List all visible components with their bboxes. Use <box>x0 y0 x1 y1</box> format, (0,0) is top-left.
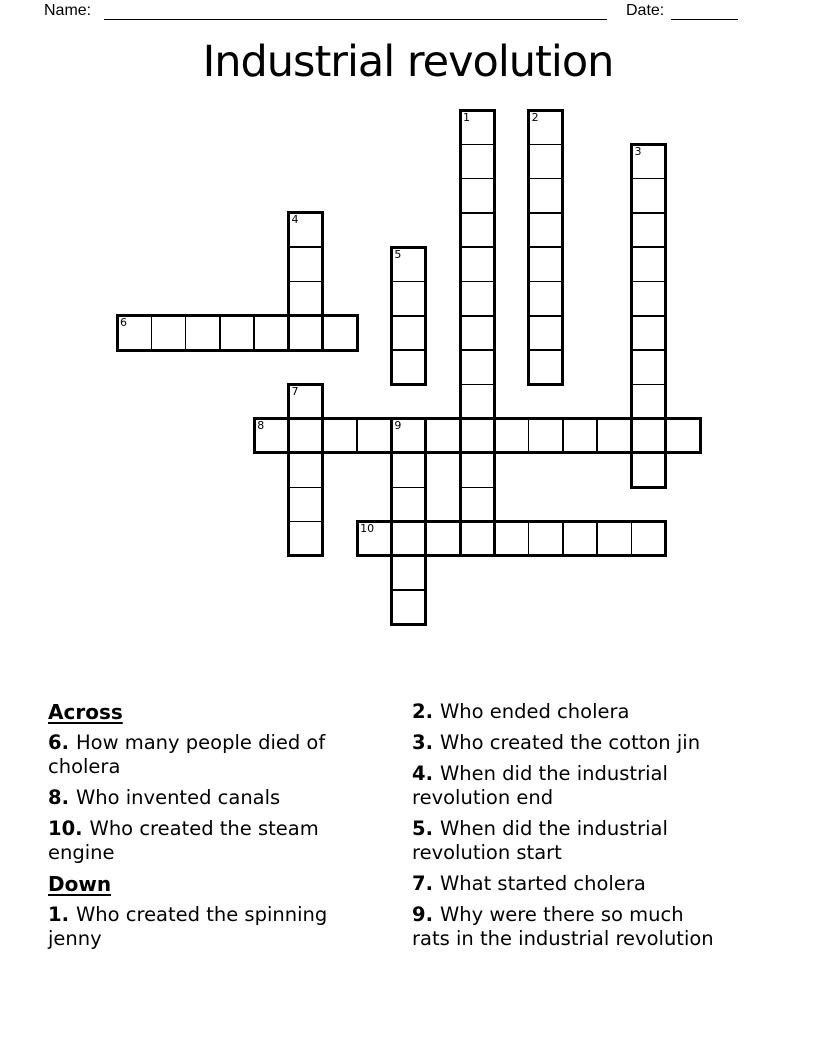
cell-divider <box>460 487 494 489</box>
cell-divider <box>391 452 425 454</box>
cell-divider <box>289 452 323 454</box>
cell-divider <box>460 144 494 146</box>
clue-down-2: 2. Who ended cholera <box>412 700 630 723</box>
cell-divider <box>356 419 358 453</box>
cell-number-6: 6 <box>120 316 127 330</box>
cell-divider <box>528 419 530 453</box>
cell-divider <box>529 315 563 317</box>
cell-divider <box>391 555 425 557</box>
cell-divider <box>494 419 496 453</box>
cell-divider <box>460 178 494 180</box>
cell-divider <box>460 521 494 523</box>
page-title: Industrial revolution <box>202 37 614 87</box>
cell-divider <box>631 419 633 453</box>
clue-across-10: 10. Who created the steam engine <box>48 817 319 864</box>
cell-divider <box>596 419 598 453</box>
cell-divider <box>391 281 425 283</box>
cell-divider <box>289 315 323 317</box>
cell-divider <box>529 178 563 180</box>
name-label: Name: <box>44 2 92 19</box>
cell-divider <box>322 419 324 453</box>
cell-divider <box>529 246 563 248</box>
word-10-across[interactable] <box>356 520 668 557</box>
down-heading: Down <box>48 872 112 896</box>
cell-number-7: 7 <box>291 384 299 398</box>
cell-divider <box>391 589 425 591</box>
clue-across-6: 6. How many people died of cholera <box>48 731 326 778</box>
cell-divider <box>632 246 666 248</box>
cell-divider <box>632 384 666 386</box>
cell-divider <box>425 419 427 453</box>
cell-divider <box>289 281 323 283</box>
clue-down-9: 9. Why were there so much rats in the industrial revolution <box>412 903 714 950</box>
cell-divider <box>391 522 393 556</box>
cell-divider <box>460 246 494 248</box>
cell-divider <box>253 316 255 350</box>
cell-divider <box>219 316 221 350</box>
cell-number-9: 9 <box>394 419 402 433</box>
word-1-down[interactable] <box>459 109 496 558</box>
cell-divider <box>529 281 563 283</box>
cell-divider <box>288 419 290 453</box>
clue-down-4: 4. When did the industrial revolution end <box>412 762 668 809</box>
cell-divider <box>632 212 666 214</box>
cell-divider <box>185 316 187 350</box>
date-label: Date: <box>626 2 665 19</box>
cell-divider <box>288 316 290 350</box>
cell-divider <box>460 281 494 283</box>
cell-divider <box>459 522 461 556</box>
cell-divider <box>391 315 425 317</box>
cell-divider <box>289 521 323 523</box>
cell-number-10: 10 <box>360 522 375 536</box>
cell-divider <box>289 487 323 489</box>
cell-divider <box>494 522 496 556</box>
cell-divider <box>528 522 530 556</box>
cell-divider <box>391 349 425 351</box>
cell-divider <box>460 384 494 386</box>
cell-divider <box>391 419 393 453</box>
cell-divider <box>460 212 494 214</box>
clue-down-3: 3. Who created the cotton jin <box>412 731 701 754</box>
cell-number-8: 8 <box>257 419 265 433</box>
cell-divider <box>289 418 323 420</box>
cell-number-5: 5 <box>394 247 402 261</box>
cell-divider <box>425 522 427 556</box>
cell-number-3: 3 <box>634 144 642 158</box>
cell-divider <box>460 452 494 454</box>
cell-divider <box>632 452 666 454</box>
cell-divider <box>460 315 494 317</box>
clue-across-8: 8. Who invented canals <box>48 786 281 809</box>
word-8-across[interactable] <box>253 417 702 454</box>
clues-left-column <box>48 700 393 958</box>
cell-divider <box>391 487 425 489</box>
cell-divider <box>391 521 425 523</box>
cell-divider <box>562 419 564 453</box>
cell-divider <box>529 212 563 214</box>
across-heading: Across <box>48 700 123 724</box>
clue-down-5: 5. When did the industrial revolution start <box>412 817 668 864</box>
cell-number-4: 4 <box>291 213 299 227</box>
cell-divider <box>460 418 494 420</box>
cell-divider <box>632 281 666 283</box>
cell-divider <box>460 349 494 351</box>
cell-divider <box>459 419 461 453</box>
clue-down-7: 7. What started cholera <box>412 872 646 895</box>
cell-divider <box>631 522 633 556</box>
cell-divider <box>562 522 564 556</box>
clue-down-1: 1. Who created the spinning jenny <box>48 903 328 950</box>
cell-divider <box>529 349 563 351</box>
cell-number-1: 1 <box>463 110 470 124</box>
cell-divider <box>529 144 563 146</box>
cell-divider <box>632 178 666 180</box>
cell-divider <box>632 418 666 420</box>
cell-divider <box>289 246 323 248</box>
cell-divider <box>596 522 598 556</box>
cell-divider <box>151 316 153 350</box>
cell-divider <box>632 315 666 317</box>
cell-divider <box>632 349 666 351</box>
word-7-down[interactable] <box>287 383 324 558</box>
clues-right-column <box>412 700 782 958</box>
cell-divider <box>322 316 324 350</box>
cell-number-2: 2 <box>531 110 539 124</box>
cell-divider <box>665 419 667 453</box>
